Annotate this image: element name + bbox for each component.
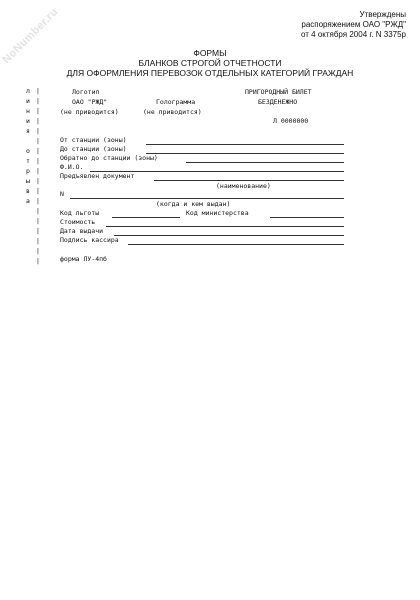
hologram-label: Голограмма [156,98,196,106]
tear-line [36,86,42,266]
ministry-code-label: Код министерства [186,209,249,217]
ticket-subtitle: БЕЗДЕНЕЖНО [258,98,298,106]
from-station-label: От станции (зоны) [60,136,127,144]
codes-row [60,209,344,218]
side-letter [26,136,34,146]
doc-name-note: (наименование) [216,182,271,190]
tear-line-bar: | [36,237,40,245]
tear-line-bar: | [36,117,40,125]
tear-line-bar: | [36,87,40,95]
watermark: NoNumber.ru [0,5,61,67]
side-letter: и [26,117,30,125]
to-station-label: До станции (зоны) [60,145,127,153]
tear-line-bar: | [36,247,40,255]
title-line-3: ДЛЯ ОФОРМЛЕНИЯ ПЕРЕВОЗОК ОТДЕЛЬНЫХ КАТЕГОРИЙ ГРАЖДАН [66,68,354,78]
from-station-row [60,136,344,145]
approval-line-3: от 4 октября 2004 г. N 3375р [300,30,406,39]
fio-row [60,163,344,172]
cashier-row [60,236,344,245]
tear-line-bar: | [36,97,40,105]
title-line-2: БЛАНКОВ СТРОГОЙ ОТЧЕТНОСТИ [138,58,282,68]
side-letter: я [26,127,30,135]
approval-line-1: Утверждены [359,10,406,19]
tear-line-bar: | [36,157,40,165]
fio-label: Ф.И.О. [60,163,84,171]
tear-line-bar: | [36,167,40,175]
side-letter: н [26,107,30,115]
tear-line-bar: | [36,127,40,135]
logo-note: (не приводится) [60,108,119,116]
cashier-line[interactable] [128,244,344,245]
tear-line-bar: | [36,137,40,145]
number-label: N [60,190,64,198]
number-row [60,190,344,199]
side-letter: о [26,147,30,155]
tear-line-bar: | [36,107,40,115]
tear-line-bar: | [36,207,40,215]
document-row [60,172,344,181]
company-name: ОАО "РЖД" [72,98,108,106]
cashier-label: Подпись кассира [60,236,119,244]
side-letter: ы [26,177,30,185]
tear-line-bar: | [36,147,40,155]
approval-line-2: распоряжением ОАО "РЖД" [301,20,406,29]
tear-line-bar: | [36,257,40,265]
tear-line-bar: | [36,227,40,235]
to-station-row [60,145,344,154]
side-letter: р [26,167,30,175]
side-letter: в [26,187,30,195]
issue-date-row [60,227,344,236]
approval-block [301,10,406,40]
return-label: Обратно до станции (зоны) [60,154,158,162]
cost-label: Стоимость [60,218,96,226]
tear-line-bar: | [36,187,40,195]
issue-date-label: Дата выдачи [60,227,104,235]
side-letter: и [26,97,30,105]
ticket-title: ПРИГОРОДНЫЙ БИЛЕТ [245,88,312,96]
number-line[interactable] [70,198,344,199]
side-letter: а [26,197,30,205]
side-letter: т [26,157,30,165]
side-letter: л [26,87,30,95]
return-row [60,154,344,163]
form-code: форма ЛУ-4пб [60,255,107,263]
serial-number: Л 0000000 [273,117,309,125]
tear-line-bar: | [36,197,40,205]
cost-row [60,218,344,227]
hologram-note: (не приводится) [143,108,202,116]
title-line-1: ФОРМЫ [193,48,227,58]
logo-label: Логотип [72,88,100,96]
issued-note: (когда и кем выдан) [156,200,231,208]
benefit-code-label: Код льготы [60,209,100,217]
tear-line-bar: | [36,177,40,185]
document-title [0,48,420,78]
document-line[interactable] [154,180,344,181]
tear-line-label [26,86,34,206]
document-label: Предъявлен документ [60,172,135,180]
tear-line-bar: | [36,217,40,225]
